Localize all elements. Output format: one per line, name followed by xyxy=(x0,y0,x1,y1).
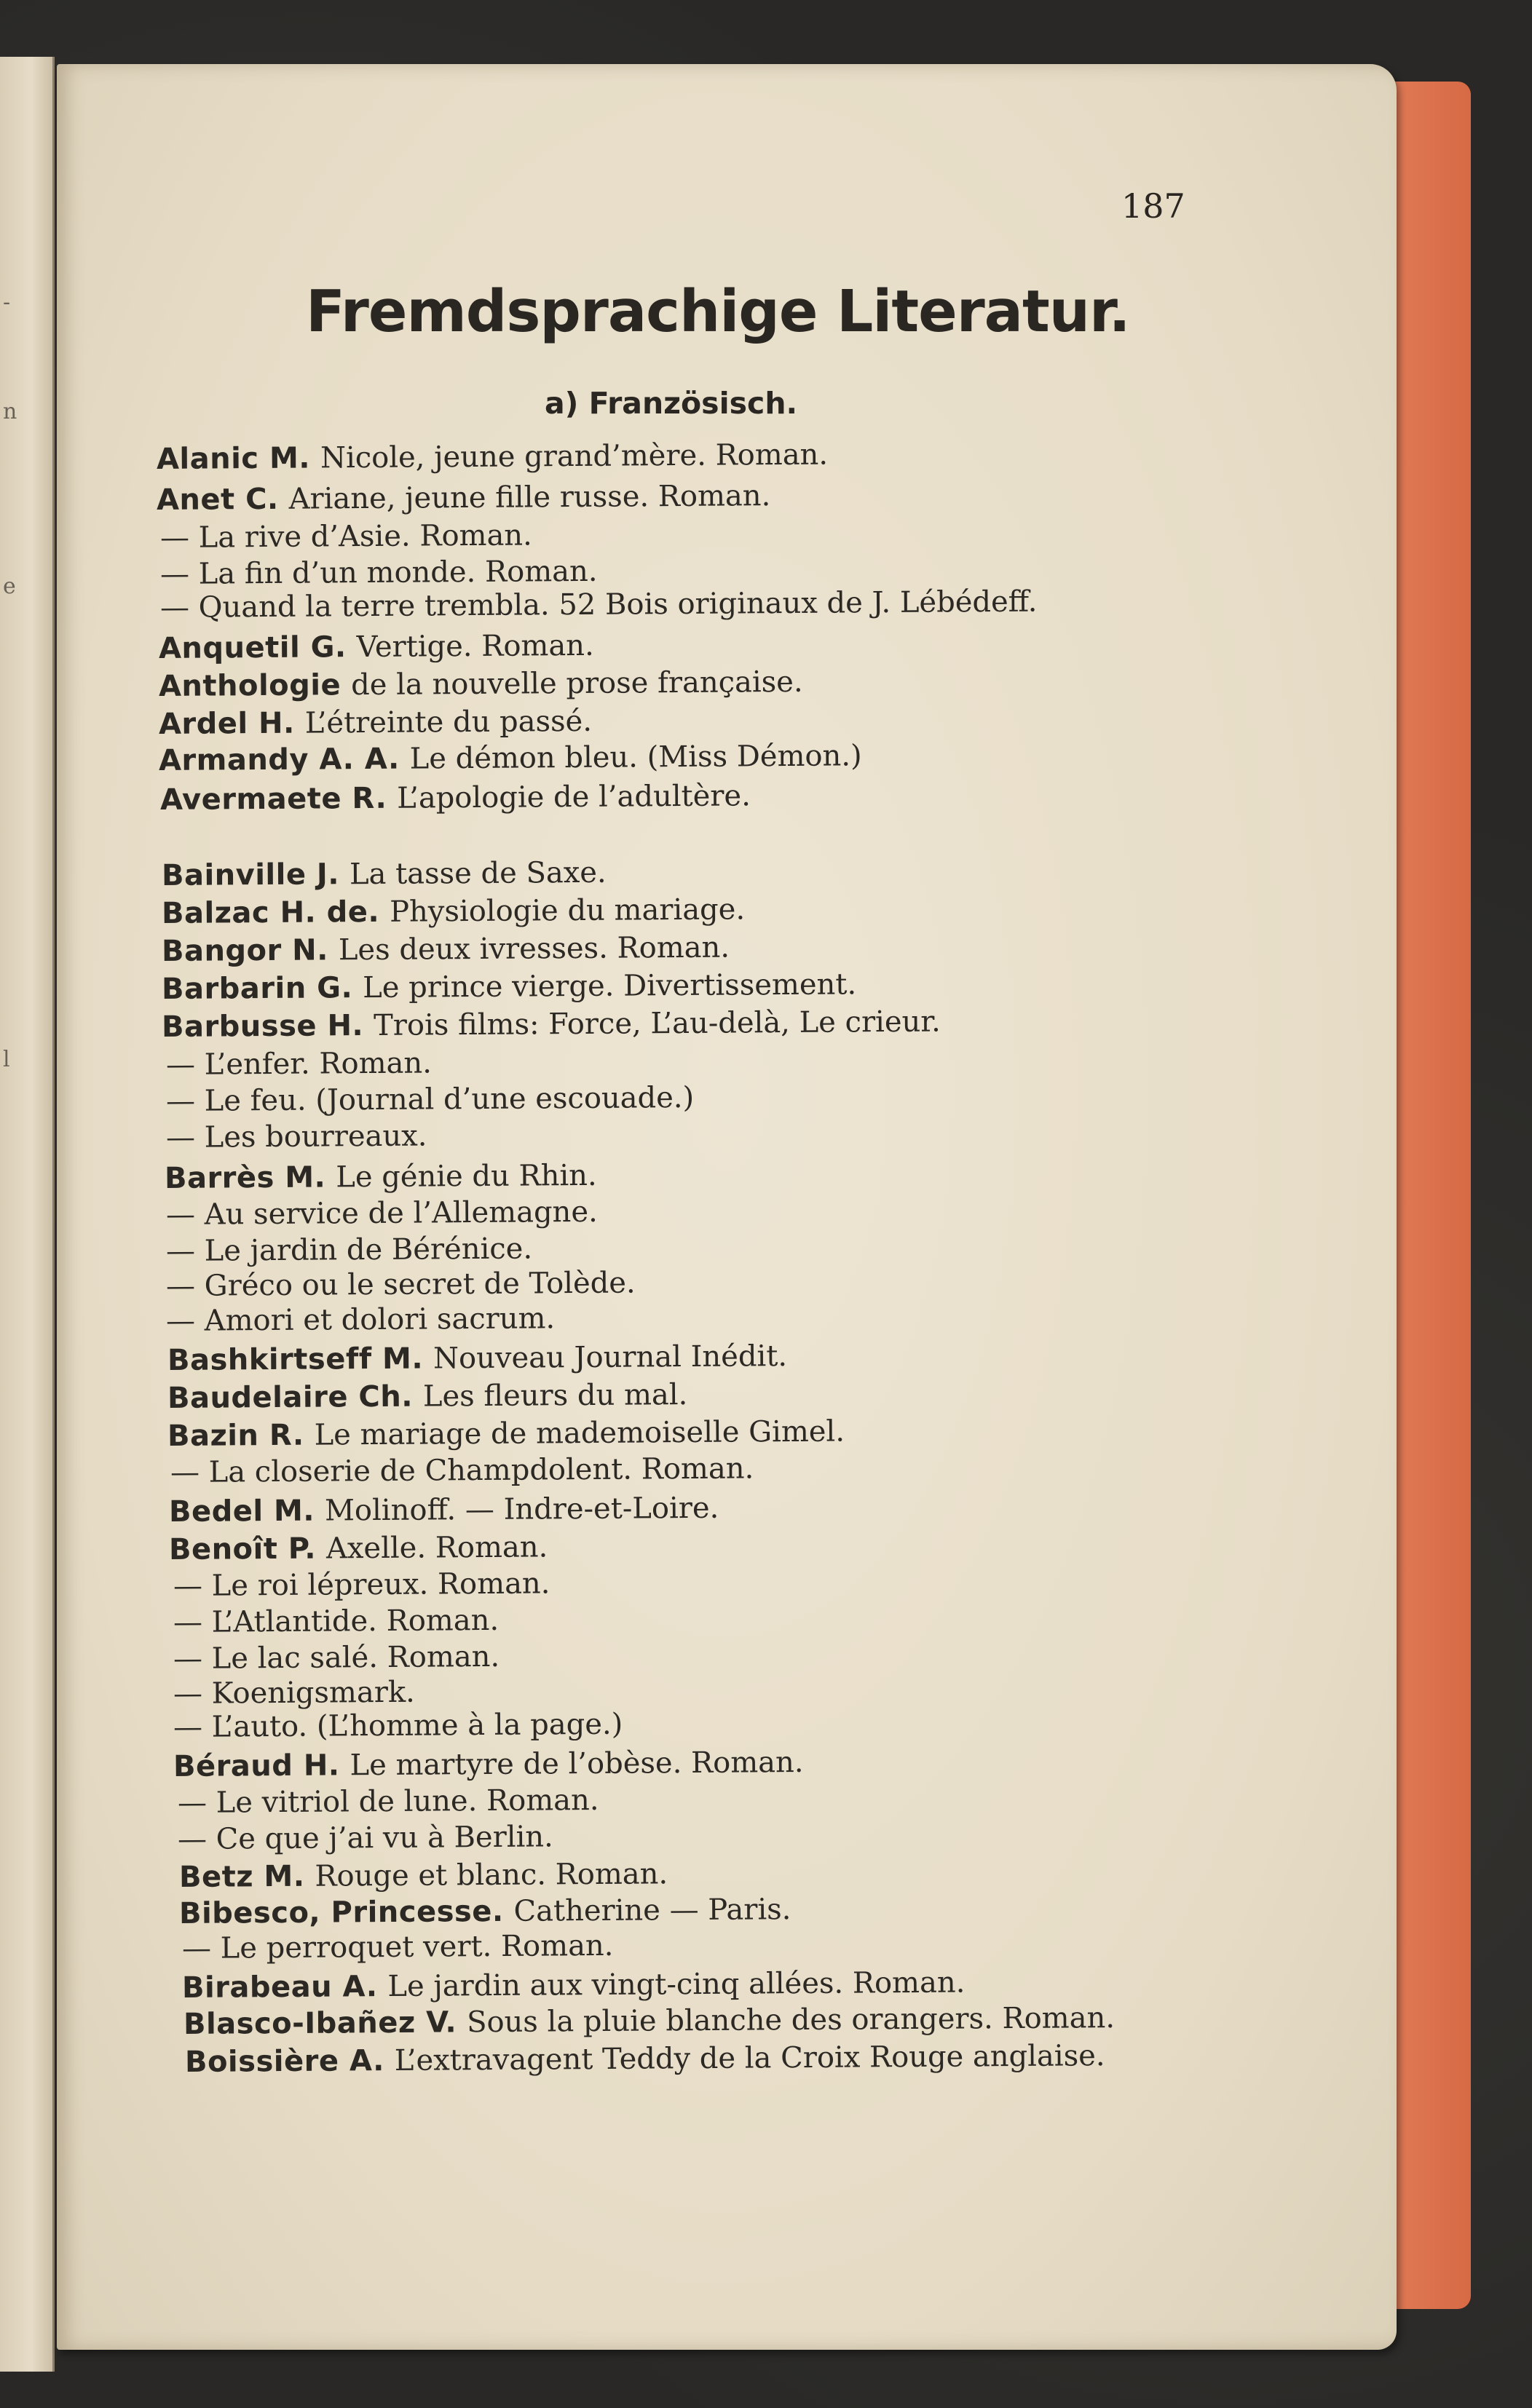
entry-title: Le prince vierge. Divertissement. xyxy=(363,967,857,1005)
entry xyxy=(173,1640,500,1676)
entry-title: Le jardin aux vingt-cinq allées. Roman. xyxy=(387,1965,966,2004)
entry-title: Le martyre de l’obèse. Roman. xyxy=(350,1745,804,1783)
entry-title: Axelle. Roman. xyxy=(325,1530,548,1566)
entry xyxy=(162,892,745,930)
entry xyxy=(166,1232,532,1268)
entry-title: — L’auto. (L’homme à la page.) xyxy=(173,1707,623,1744)
entry-author: Béraud H. xyxy=(173,1748,340,1783)
entry-author: Betz M. xyxy=(178,1859,305,1894)
entry-title: — L’Atlantide. Roman. xyxy=(173,1603,500,1639)
entry-title: — Amori et dolori sacrum. xyxy=(165,1302,556,1338)
entry-title: — Ce que j’ai vu à Berlin. xyxy=(177,1820,553,1856)
entry-title: Molinoff. — Indre-et-Loire. xyxy=(324,1491,719,1528)
entry-author: Benoît P. xyxy=(168,1532,317,1567)
entry-author: Blasco-Ibañez V. xyxy=(183,2005,457,2041)
entry xyxy=(159,705,592,741)
entry-author: Bangor N. xyxy=(161,933,329,968)
entry xyxy=(166,1302,556,1338)
entry xyxy=(167,1378,688,1415)
entry xyxy=(167,1415,845,1453)
entry-title: — Koenigsmark. xyxy=(173,1675,415,1711)
entry-author: Armandy A. A. xyxy=(158,742,400,777)
entry xyxy=(166,1081,694,1118)
entry-title: — Au service de l’Allemagne. xyxy=(165,1195,598,1232)
entry-title: — L’enfer. Roman. xyxy=(165,1046,433,1082)
entry xyxy=(160,585,1038,625)
entry-title: Les fleurs du mal. xyxy=(422,1378,688,1414)
entry-author: Anthologie xyxy=(158,668,341,703)
entry-author: Ardel H. xyxy=(158,706,295,741)
entry-title: — La closerie de Champdolent. Roman. xyxy=(170,1451,754,1489)
entry-author: Barbarin G. xyxy=(161,971,353,1006)
entry-title: L’extravagent Teddy de la Croix Rouge anglaise. xyxy=(394,2039,1105,2078)
entry xyxy=(162,967,856,1006)
entry-author: Bashkirtseff M. xyxy=(167,1342,424,1377)
entry-author: Birabeau A. xyxy=(181,1970,378,2005)
entry xyxy=(182,1965,966,2005)
entry-author: Balzac H. de. xyxy=(161,895,380,930)
entry xyxy=(173,1708,623,1744)
entry-title: Nouveau Journal Inédit. xyxy=(433,1339,788,1376)
entry-title: Sous la pluie blanche des orangers. Roman. xyxy=(466,2001,1116,2040)
entry xyxy=(167,1339,787,1377)
entry-title: Vertige. Roman. xyxy=(356,628,594,665)
entry-title: Le génie du Rhin. xyxy=(336,1158,597,1195)
entry-title: — Quand la terre trembla. 52 Bois originaux de J. Lébédeff. xyxy=(159,585,1038,625)
entry xyxy=(169,1530,548,1567)
previous-page-edge: - n e l xyxy=(0,57,55,2372)
entry xyxy=(160,779,751,817)
entry-title: de la nouvelle prose française. xyxy=(351,665,803,702)
entry xyxy=(166,1266,636,1302)
entry xyxy=(162,856,607,892)
entry xyxy=(183,2001,1115,2041)
entry xyxy=(179,1857,668,1894)
entry-title: — La rive d’Asie. Roman. xyxy=(159,518,532,555)
entry xyxy=(162,1005,941,1044)
entry-author: Bibesco, Princesse. xyxy=(178,1894,504,1930)
entry xyxy=(185,2039,1105,2079)
page-title: Fremdsprachige Literatur. xyxy=(306,278,1130,345)
entry-author: Anquetil G. xyxy=(158,630,347,665)
entry xyxy=(179,1893,791,1930)
entry-title: La tasse de Saxe. xyxy=(349,855,607,892)
entry-title: Ariane, jeune fille russe. Roman. xyxy=(288,479,771,516)
entry xyxy=(178,1783,599,1820)
entry-author: Avermaete R. xyxy=(159,781,387,817)
entry-title: — La fin d’un monde. Roman. xyxy=(159,554,598,591)
entry-title: Trois films: Force, L’au-delà, Le crieur. xyxy=(374,1005,941,1042)
entry-title: — Gréco ou le secret de Tolède. xyxy=(165,1266,636,1303)
entry xyxy=(166,1046,432,1082)
entry-title: Les deux ivresses. Roman. xyxy=(338,930,730,967)
entry-title: Catherine — Paris. xyxy=(513,1893,791,1928)
entry xyxy=(157,438,828,476)
entry xyxy=(170,1451,754,1489)
entry xyxy=(182,1929,614,1965)
entry-title: Physiologie du mariage. xyxy=(389,892,746,929)
entry xyxy=(173,1746,804,1783)
entry-author: Barbusse H. xyxy=(161,1009,364,1044)
entry-title: L’apologie de l’adultère. xyxy=(397,779,751,815)
entry-title: — Le jardin de Bérénice. xyxy=(165,1232,533,1268)
entry-title: — Les bourreaux. xyxy=(165,1119,427,1155)
entry-title: Le mariage de mademoiselle Gimel. xyxy=(314,1414,845,1452)
entry-author: Alanic M. xyxy=(156,441,311,476)
entry xyxy=(165,1159,597,1195)
entry-title: — Le vitriol de lune. Roman. xyxy=(177,1783,599,1820)
entry xyxy=(166,1119,427,1155)
entry-title: L’étreinte du passé. xyxy=(304,704,593,740)
entry-author: Boissière A. xyxy=(184,2044,384,2079)
entry xyxy=(162,931,730,968)
page-number: 187 xyxy=(1121,186,1185,226)
entry-title: — Le lac salé. Roman. xyxy=(173,1639,500,1676)
entry-title: Rouge et blanc. Roman. xyxy=(315,1857,668,1893)
entry xyxy=(157,479,771,517)
section-heading: a) Französisch. xyxy=(545,386,798,421)
entry xyxy=(173,1676,415,1711)
entry xyxy=(166,1195,598,1232)
entry xyxy=(173,1567,550,1603)
entry-title: — Le roi lépreux. Roman. xyxy=(173,1567,550,1603)
entry xyxy=(160,518,532,555)
entry xyxy=(173,1604,499,1639)
entry xyxy=(159,665,803,703)
entry-author: Bazin R. xyxy=(167,1418,304,1453)
entry-title: — Le feu. (Journal d’une escouade.) xyxy=(165,1080,695,1118)
entry-author: Bainville J. xyxy=(161,858,340,892)
entry-title: Le démon bleu. (Miss Démon.) xyxy=(409,739,862,776)
entry-author: Baudelaire Ch. xyxy=(167,1379,414,1415)
entry xyxy=(159,739,862,777)
entry-author: Barrès M. xyxy=(164,1160,326,1195)
entry-author: Bedel M. xyxy=(168,1494,315,1529)
entry-title: Nicole, jeune grand’mère. Roman. xyxy=(320,437,829,475)
entry xyxy=(169,1492,719,1529)
entry-title: — Le perroquet vert. Roman. xyxy=(181,1928,614,1965)
entry xyxy=(160,555,598,591)
entry-author: Anet C. xyxy=(156,482,279,517)
entry xyxy=(159,629,594,665)
entry xyxy=(178,1820,553,1856)
